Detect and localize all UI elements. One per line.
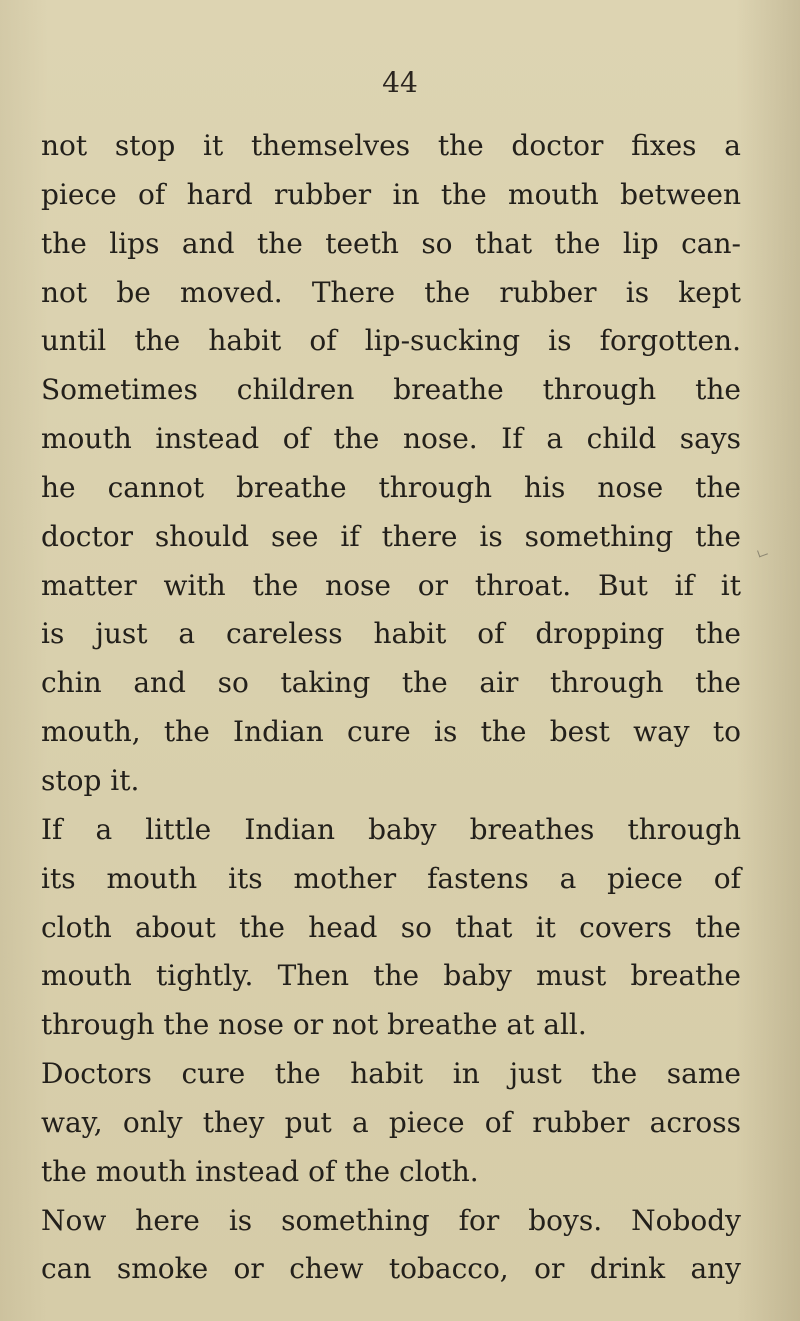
- text-line: is just a careless habit of dropping the: [41, 617, 741, 651]
- text-line: way, only they put a piece of rubber across: [41, 1105, 741, 1139]
- text-line: piece of hard rubber in the mouth between: [41, 177, 741, 211]
- text-line: can smoke or chew tobacco, or drink any: [41, 1252, 741, 1286]
- text-line: until the habit of lip-sucking is forgotten.: [41, 324, 741, 358]
- text-line: stop it.: [41, 763, 140, 797]
- paper-speck: [757, 548, 768, 558]
- text-line: its mouth its mother fastens a piece of: [41, 861, 741, 895]
- text-line: he cannot breathe through his nose the: [41, 470, 741, 504]
- text-line: matter with the nose or throat. But if it: [41, 568, 741, 602]
- text-line: the mouth instead of the cloth.: [41, 1154, 479, 1188]
- text-line: chin and so taking the air through the: [41, 666, 741, 700]
- text-line: through the nose or not breathe at all.: [41, 1008, 587, 1042]
- body-text: [41, 122, 741, 1294]
- text-line: mouth, the Indian cure is the best way to: [41, 715, 741, 749]
- text-line: If a little Indian baby breathes through: [41, 812, 741, 846]
- text-line: doctor should see if there is something the: [41, 519, 741, 553]
- text-line: Now here is something for boys. Nobody: [41, 1203, 741, 1237]
- page-number: 44: [382, 66, 418, 99]
- text-line: cloth about the head so that it covers the: [41, 910, 741, 944]
- text-line: the lips and the teeth so that the lip can-: [41, 226, 741, 260]
- text-line: not stop it themselves the doctor fixes a: [41, 129, 741, 162]
- text-line: mouth tightly. Then the baby must breathe: [41, 959, 741, 993]
- text-line: Sometimes children breathe through the: [41, 373, 741, 407]
- text-line: not be moved. There the rubber is kept: [41, 275, 741, 309]
- text-line: Doctors cure the habit in just the same: [41, 1057, 741, 1091]
- text-line: mouth instead of the nose. If a child says: [41, 422, 741, 456]
